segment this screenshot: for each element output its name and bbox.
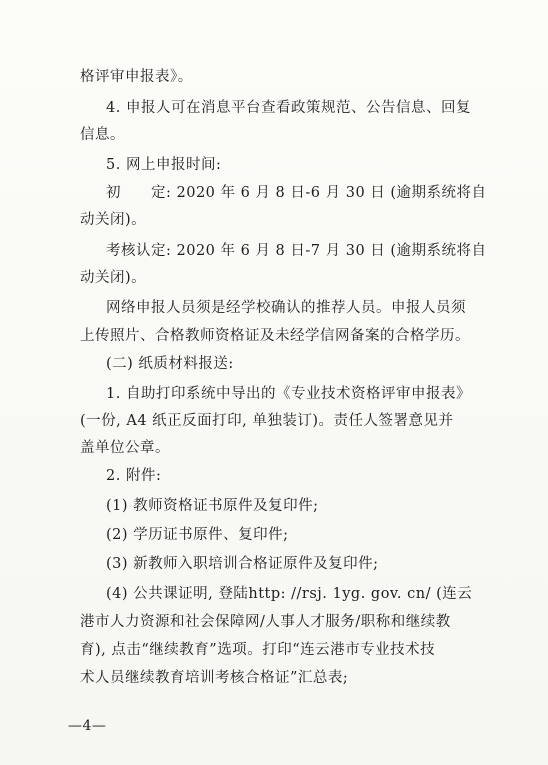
text-line: 格评审申报表》。	[80, 69, 193, 85]
text-line: 动关闭)。	[80, 212, 147, 228]
text-line: 1. 自助打印系统中导出的《专业技术资格评审申报表》	[106, 386, 471, 402]
page-number: —4—	[68, 718, 107, 734]
text-line: 考核认定: 2020 年 6 月 8 日-7 月 30 日 (逾期系统将自	[106, 243, 487, 259]
text-line: 盖单位公章。	[80, 440, 170, 456]
text-line: 育), 点击“继续教育”选项。打印“连云港市专业技术技	[80, 642, 436, 658]
text-line: 初 定: 2020 年 6 月 8 日-6 月 30 日 (逾期系统将自	[106, 185, 487, 201]
text-line: 网络申报人员须是经学校确认的推荐人员。申报人员须	[106, 300, 466, 316]
text-line: 动关闭)。	[80, 270, 147, 286]
list-item: (3) 新教师入职培训合格证原件及复印件;	[106, 556, 379, 572]
text-line: 信息。	[80, 127, 125, 143]
list-item: (4) 公共课证明, 登陆http: //rsj. 1yg. gov. cn/ (连云	[106, 586, 473, 602]
text-line: 4. 申报人可在消息平台查看政策规范、公告信息、回复	[106, 100, 471, 116]
text-line: 上传照片、合格教师资格证及未经学信网备案的合格学历。	[80, 328, 470, 344]
text-line: (一份, A4 纸正反面打印, 单独装订)。责任人签署意见并	[80, 413, 454, 429]
list-item: (1) 教师资格证书原件及复印件;	[106, 498, 319, 514]
text-line: 2. 附件:	[106, 468, 162, 484]
section-heading: (二) 纸质材料报送:	[106, 356, 234, 372]
list-item: (2) 学历证书原件、复印件;	[106, 527, 289, 543]
text-line: 港市人力资源和社会保障网/人事人才服务/职称和继续教	[80, 614, 451, 630]
text-line: 术人员继续教育培训考核合格证”汇总表;	[80, 670, 349, 686]
text-line: 5. 网上申报时间:	[106, 157, 222, 173]
